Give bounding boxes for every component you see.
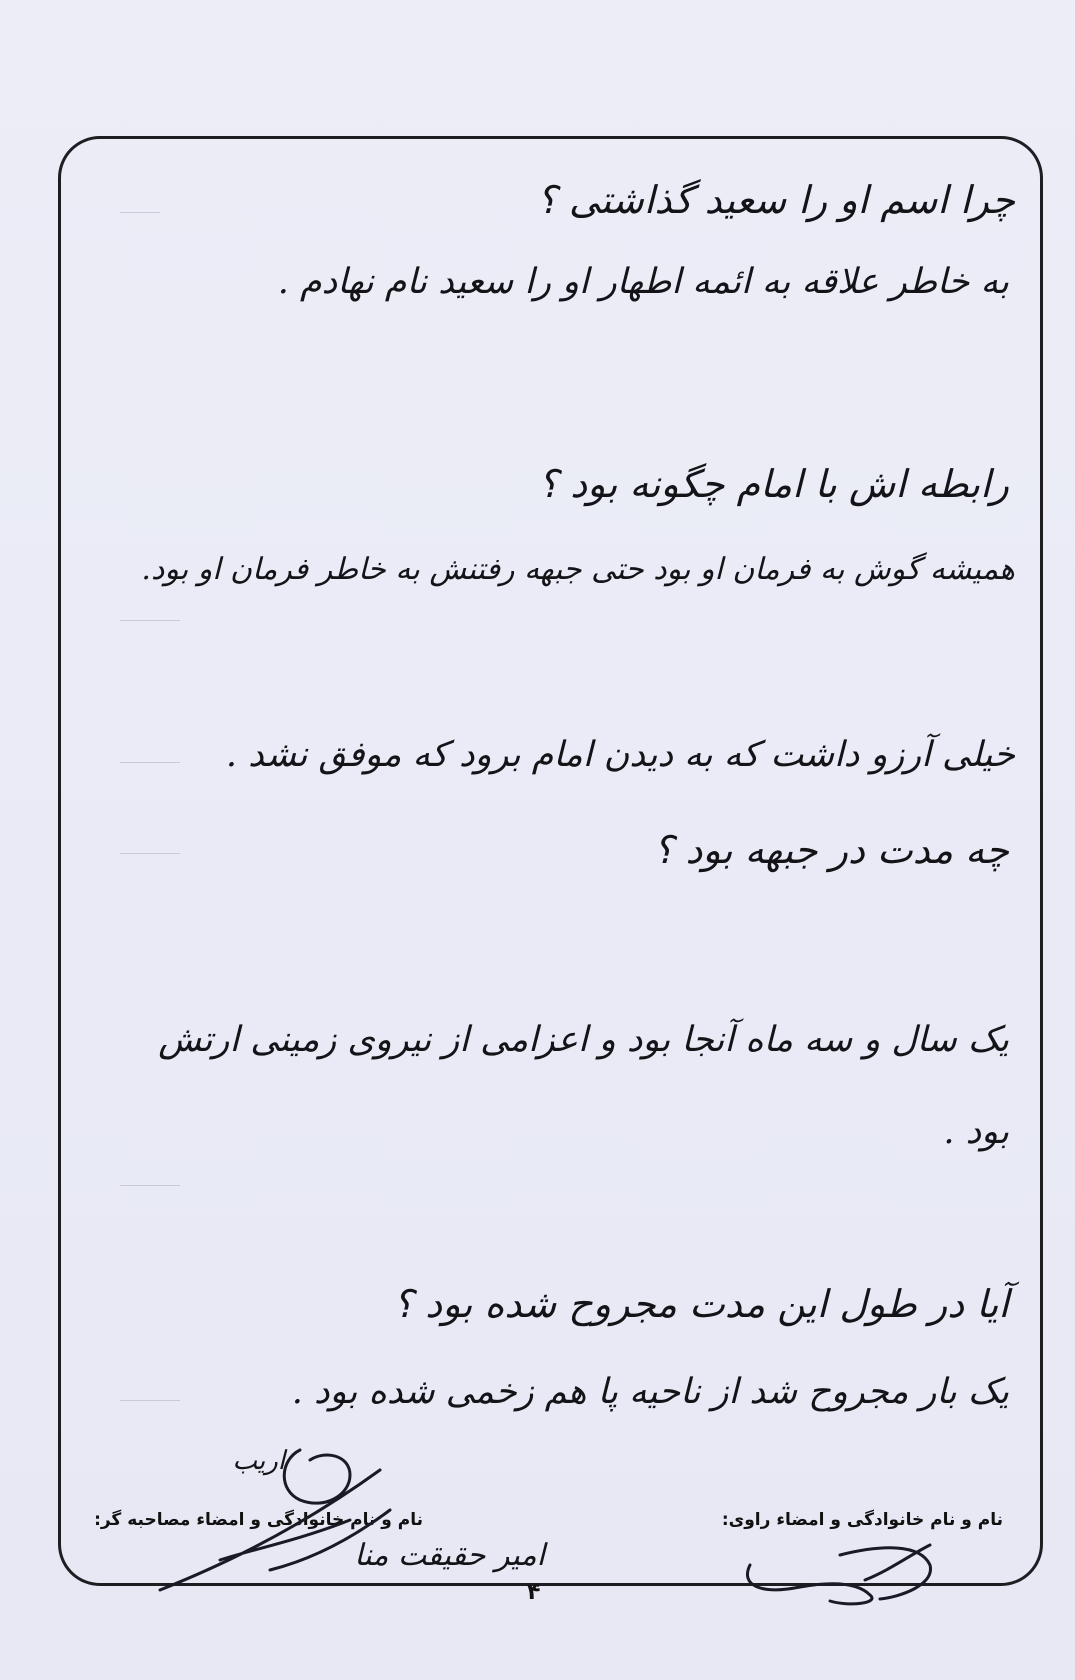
question-2: رابطه اش با امام چگونه بود ؟ — [538, 462, 1009, 506]
answer-3: یک سال و سه ماه آنجا بود و اعزامی از نیروی زمینی ارتش — [158, 1020, 1009, 1060]
narrator-label: نام و نام خانوادگی و امضاء راوی: — [721, 1510, 1003, 1530]
answer-1: به خاطر علاقه به ائمه اطهار او را سعید نام نهادم . — [277, 262, 1009, 302]
question-4: آیا در طول این مدت مجروح شده بود ؟ — [393, 1282, 1009, 1326]
narrator-name-handwritten: امیر حقیقت منا — [354, 1538, 545, 1573]
rule-line — [120, 620, 180, 621]
interviewer-mark: اریب — [232, 1446, 285, 1476]
answer-2-cont: خیلی آرزو داشت که به دیدن امام برود که موفق نشد . — [225, 735, 1015, 775]
page-number: ۴ — [527, 1580, 541, 1605]
rule-line — [120, 1400, 180, 1401]
rule-line — [120, 853, 180, 854]
answer-4: یک بار مجروح شد از ناحیه پا هم زخمی شده بود . — [291, 1372, 1009, 1412]
rule-line — [120, 212, 160, 213]
question-1: چرا اسم او را سعید گذاشتی ؟ — [536, 178, 1015, 222]
rule-line — [120, 1185, 180, 1186]
narrator-signature — [730, 1525, 960, 1615]
question-3: چه مدت در جبهه بود ؟ — [653, 828, 1009, 872]
interviewer-label: نام و نام خانوادگی و امضاء مصاحبه گر: — [94, 1510, 423, 1530]
answer-3-cont: بود . — [943, 1112, 1009, 1152]
answer-2: همیشه گوش به فرمان او بود حتی جبهه رفتنش به خاطر فرمان او بود. — [141, 552, 1015, 587]
interviewer-signature — [150, 1440, 410, 1600]
rule-line — [120, 762, 180, 763]
